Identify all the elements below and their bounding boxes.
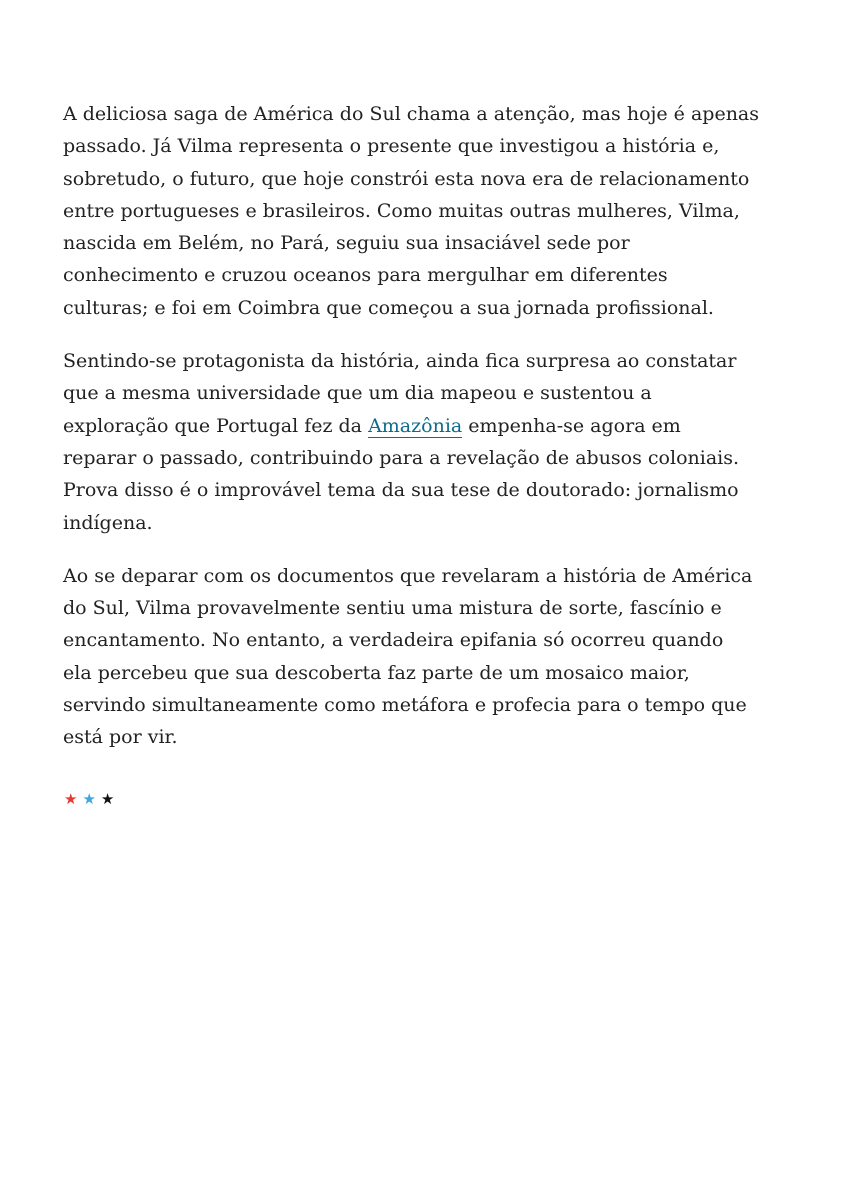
text-line: que a mesma universidade que um dia mapeou e sustentou a	[63, 382, 652, 405]
article-body	[63, 98, 763, 775]
paragraph-1	[63, 98, 763, 324]
text-line: entre portugueses e brasileiros. Como muitas outras mulheres, Vilma,	[63, 199, 740, 222]
text-line: sobretudo, o futuro, que hoje constrói esta nova era de relacionamento	[63, 167, 750, 190]
text-line: conhecimento e cruzou oceanos para mergulhar em diferentes	[63, 264, 668, 287]
text-line: passado. Já Vilma representa o presente que investigou a história e,	[63, 135, 720, 158]
red-star-icon: ★	[64, 790, 83, 808]
paragraph-2	[63, 345, 763, 539]
text-line-with-link	[63, 410, 763, 442]
amazonia-link[interactable]: Amazônia	[368, 414, 463, 437]
paragraph-3	[63, 560, 763, 754]
text-line: encantamento. No entanto, a verdadeira epifania só ocorreu quando	[63, 629, 724, 652]
text-line: do Sul, Vilma provavelmente sentiu uma mistura de sorte, fascínio e	[63, 597, 722, 620]
text-line: culturas; e foi em Coimbra que começou a sua jornada profissional.	[63, 296, 714, 319]
blue-star-icon: ★	[82, 790, 101, 808]
text-line: Sentindo-se protagonista da história, ainda fica surpresa ao constatar	[63, 350, 737, 373]
text-line: servindo simultaneamente como metáfora e profecia para o tempo que	[63, 694, 747, 717]
text-line: ela percebeu que sua descoberta faz parte de um mosaico maior,	[63, 661, 690, 684]
text-line: está por vir.	[63, 726, 178, 749]
end-of-article-stars	[64, 790, 119, 808]
text-line: reparar o passado, contribuindo para a revelação de abusos coloniais.	[63, 446, 740, 469]
text-line: Ao se deparar com os documentos que revelaram a história de América	[63, 564, 753, 587]
text-line: nascida em Belém, no Pará, seguiu sua insaciável sede por	[63, 232, 630, 255]
text-line: indígena.	[63, 511, 153, 534]
text-line: Prova disso é o improvável tema da sua tese de doutorado: jornalismo	[63, 479, 739, 502]
text-line: A deliciosa saga de América do Sul chama a atenção, mas hoje é apenas	[63, 103, 760, 125]
text-before-link: exploração que Portugal fez da	[63, 414, 369, 437]
text-after-link: empenha-se agora em	[462, 414, 681, 437]
black-star-icon: ★	[100, 790, 120, 808]
